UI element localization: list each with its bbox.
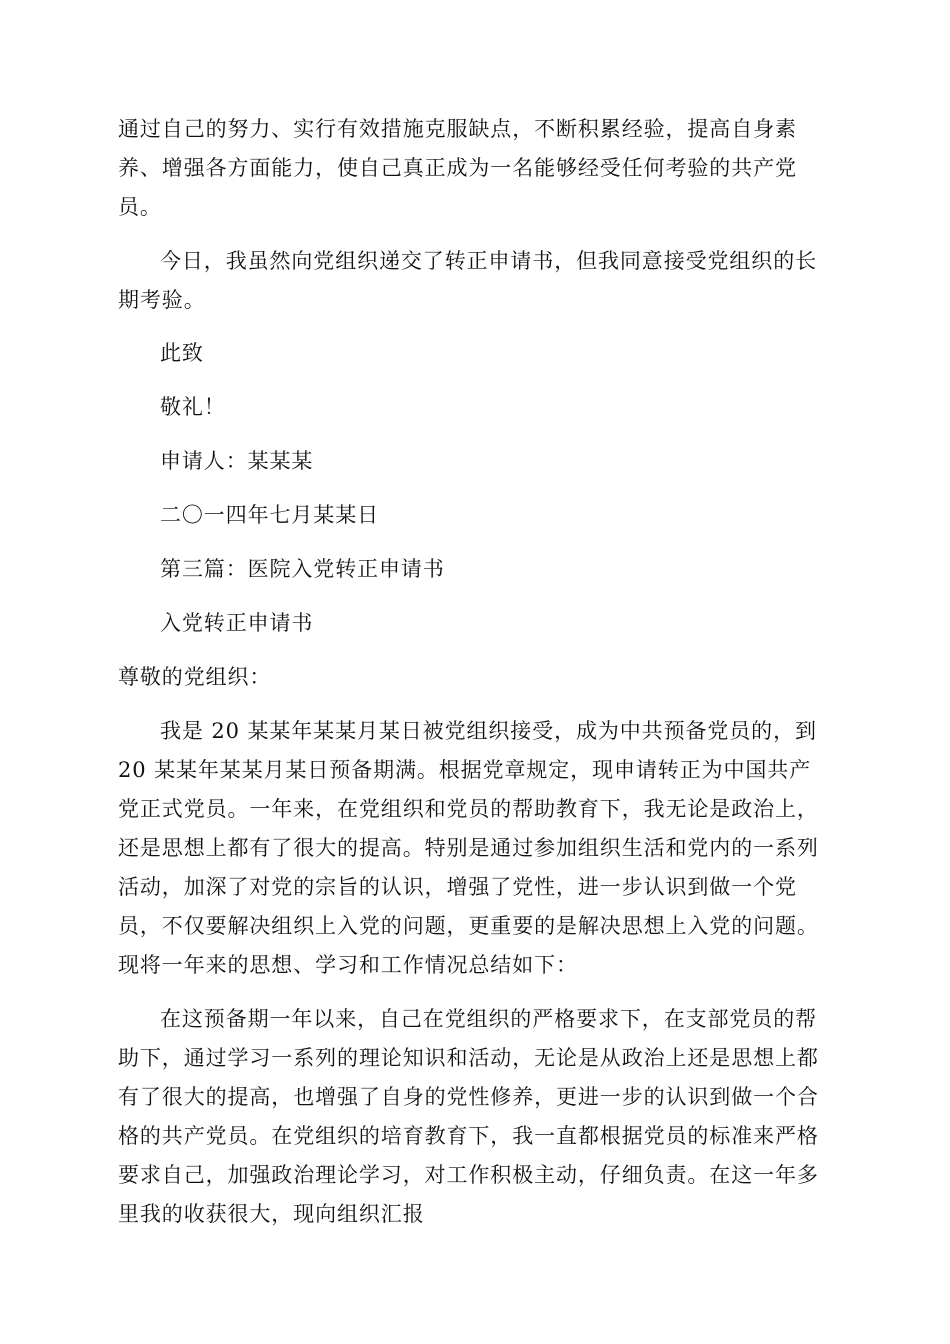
paragraph-line: 有了很大的提高，也增强了自身的党性修养，更进一步的认识到做一个合 bbox=[118, 1085, 819, 1109]
paragraph-line: 员，不仅要解决组织上入党的问题，更重要的是解决思想上入党的问题。 bbox=[118, 914, 819, 938]
paragraph-line: 活动，加深了对党的宗旨的认识，增强了党性，进一步认识到做一个党 bbox=[118, 875, 797, 899]
paragraph-line: 里我的收获很大，现向组织汇报 bbox=[118, 1202, 425, 1226]
section-heading: 第三篇：医院入党转正申请书 bbox=[160, 557, 445, 581]
paragraph-line: 通过自己的努力、实行有效措施克服缺点，不断积累经验，提高自身素 bbox=[118, 117, 797, 141]
paragraph-line: 助下，通过学习一系列的理论知识和活动，无论是从政治上还是思想上都 bbox=[118, 1046, 819, 1070]
salutation-line: 此致 bbox=[160, 341, 204, 365]
paragraph-line: 养、增强各方面能力，使自己真正成为一名能够经受任何考验的共产党 bbox=[118, 156, 797, 180]
paragraph-line: 今日，我虽然向党组织递交了转正申请书，但我同意接受党组织的长 bbox=[160, 249, 817, 273]
addressee-line: 尊敬的党组织： bbox=[118, 665, 272, 689]
paragraph-line: 格的共产党员。在党组织的培育教育下，我一直都根据党员的标准来严格 bbox=[118, 1124, 819, 1148]
paragraph-line: 我是 20 某某年某某月某日被党组织接受，成为中共预备党员的，到 bbox=[160, 719, 817, 743]
paragraph-line: 现将一年来的思想、学习和工作情况总结如下： bbox=[118, 953, 578, 977]
paragraph-line: 还是思想上都有了很大的提高。特别是通过参加组织生活和党内的一系列 bbox=[118, 836, 819, 860]
closing-line: 敬礼！ bbox=[160, 395, 226, 419]
date-line: 二〇一四年七月某某日 bbox=[160, 503, 379, 527]
paragraph-line: 要求自己，加强政治理论学习，对工作积极主动，仔细负责。在这一年多 bbox=[118, 1163, 819, 1187]
paragraph-line: 在这预备期一年以来，自己在党组织的严格要求下，在支部党员的帮 bbox=[160, 1007, 817, 1031]
document-title: 入党转正申请书 bbox=[160, 611, 314, 635]
paragraph-line: 党正式党员。一年来，在党组织和党员的帮助教育下，我无论是政治上， bbox=[118, 797, 819, 821]
paragraph-line: 20 某某年某某月某日预备期满。根据党章规定，现申请转正为中国共产 bbox=[118, 758, 812, 782]
applicant-line: 申请人：某某某 bbox=[160, 449, 314, 473]
paragraph-line: 期考验。 bbox=[118, 288, 206, 312]
paragraph-line: 员。 bbox=[118, 195, 162, 219]
